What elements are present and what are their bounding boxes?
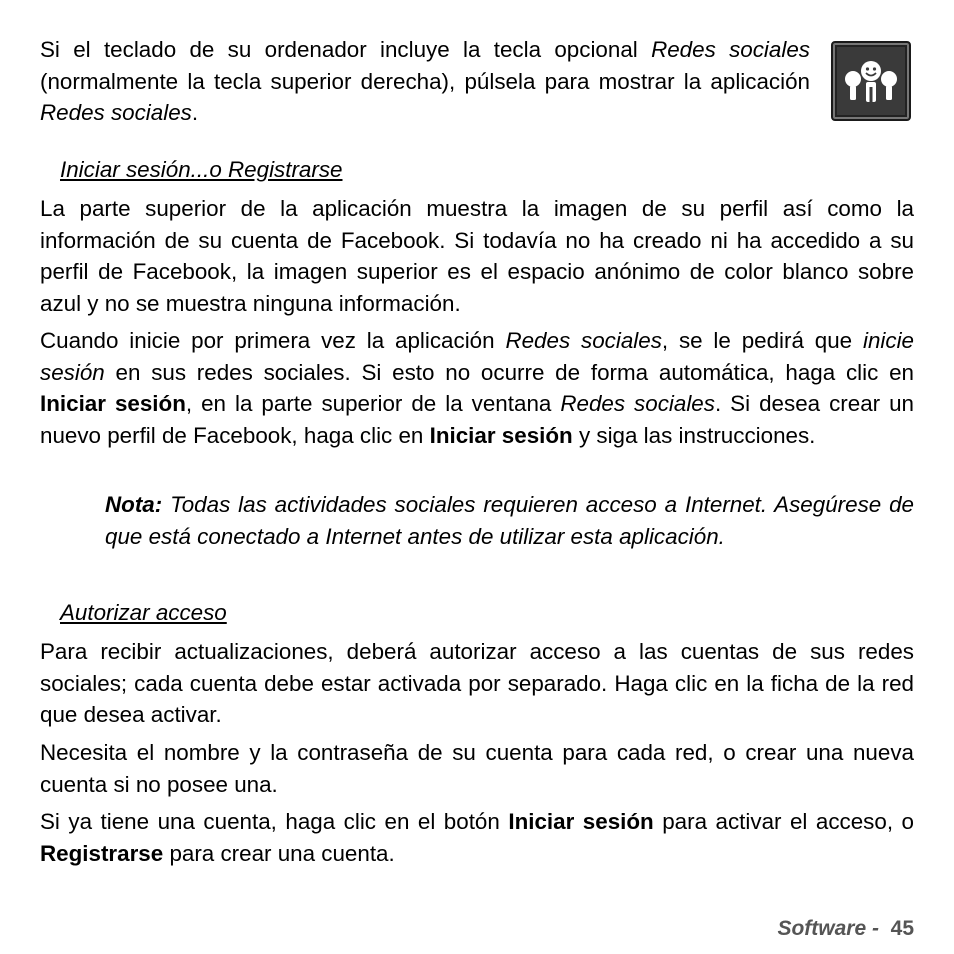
text: para activar el acceso, o	[653, 809, 914, 834]
intro-text: (normalmente la tecla superior derecha), púlsela para mostrar la aplicación	[40, 68, 810, 94]
people-group-icon	[833, 43, 909, 119]
note-paragraph	[105, 489, 914, 552]
emphasis: Redes sociales	[505, 328, 662, 353]
text: Cuando inicie por primera vez la aplicación	[40, 328, 506, 353]
intro-text: .	[191, 100, 199, 126]
section-heading-authorize: Autorizar acceso	[60, 600, 227, 625]
intro-paragraph	[40, 34, 810, 129]
note-text: Todas las actividades sociales requieren acceso a Internet. Asegúrese de que está conectado a Internet antes de utilizar esta aplicación.	[105, 492, 914, 549]
paragraph-account	[40, 806, 914, 869]
note-label: Nota:	[105, 492, 163, 517]
bold-term: Iniciar sesión	[40, 391, 186, 417]
text: Si ya tiene una cuenta, haga clic en el botón	[40, 809, 509, 834]
text: para crear una cuenta.	[163, 840, 395, 866]
social-network-key-icon	[831, 41, 911, 121]
emphasis: Redes sociales	[560, 391, 715, 417]
bold-term: Iniciar sesión	[429, 422, 573, 448]
bold-term: Iniciar sesión	[508, 809, 654, 834]
footer-section: Software -	[777, 917, 879, 940]
page-footer	[777, 914, 914, 944]
intro-emphasis: Redes sociales	[40, 100, 192, 126]
page-number: 45	[890, 917, 914, 940]
paragraph-profile: La parte superior de la aplicación muestra la imagen de su perfil así como la información de su cuenta de Facebook. Si todavía no ha creado ni ha accedido a su perfil de Facebook, la imagen superior es el espacio anónimo de color blanco sobre azul y no se muestra ninguna información.	[40, 196, 914, 316]
emphasis: inicie sesión	[40, 328, 915, 385]
text: . Si desea crear un nuevo perfil de Facebook, haga clic en	[40, 391, 914, 448]
paragraph-first-start	[40, 325, 914, 451]
text: en sus redes sociales. Si esto no ocurre de forma automática, haga clic en	[104, 359, 914, 385]
paragraph-credentials: Necesita el nombre y la contraseña de su cuenta para cada red, o crear una nueva cuenta si no posee una.	[40, 740, 914, 797]
text: , se le pedirá que	[661, 328, 863, 353]
text: , en la parte superior de la ventana	[185, 391, 561, 417]
intro-emphasis: Redes sociales	[651, 37, 810, 62]
bold-term: Registrarse	[40, 840, 164, 866]
text: y siga las instrucciones.	[572, 422, 816, 448]
intro-text: Si el teclado de su ordenador incluye la tecla opcional	[40, 37, 652, 62]
paragraph-authorize: Para recibir actualizaciones, deberá autorizar acceso a las cuentas de sus redes sociales; cada cuenta debe estar activada por separado. Haga clic en la ficha de la red que desea activar.	[40, 639, 914, 728]
section-heading-login: Iniciar sesión...o Registrarse	[60, 157, 343, 182]
